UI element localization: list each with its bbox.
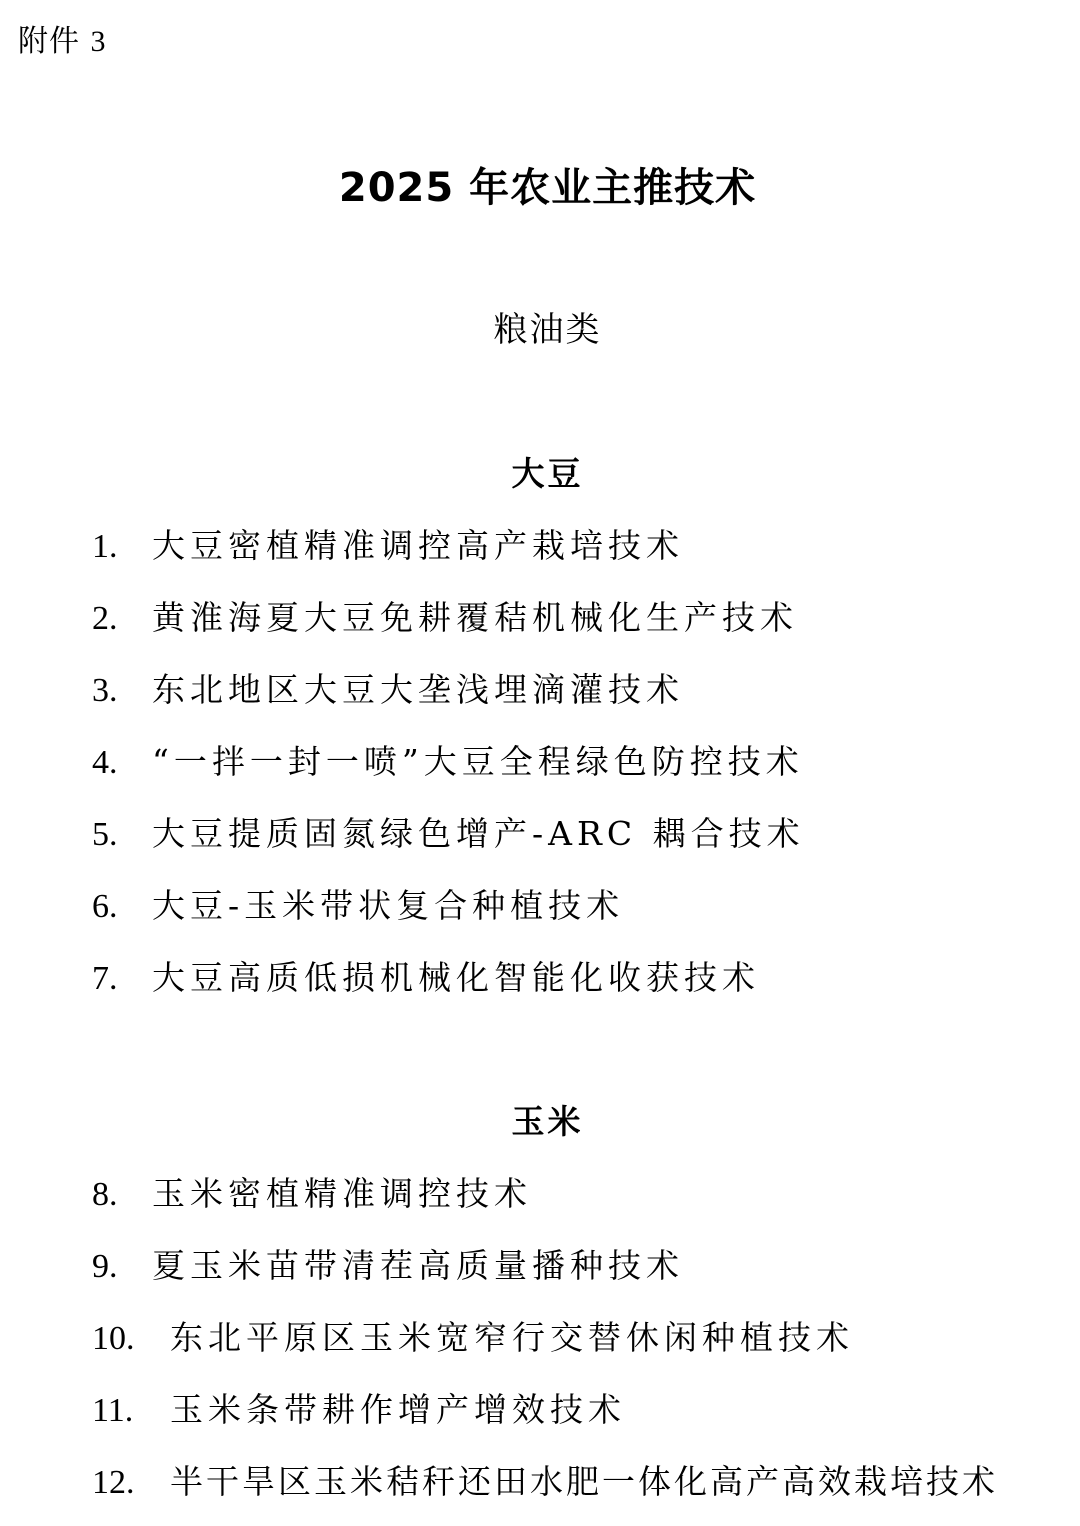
item-number: 10. [92,1320,135,1357]
section-heading-soybean: 大豆 [511,454,584,493]
attachment-label-text: 附件 [18,24,80,59]
list-item [92,1172,532,1216]
category-heading: 粮油类 [493,310,602,350]
item-number: 12. [92,1464,135,1501]
list-item [92,812,805,856]
list-item [92,1244,684,1288]
item-number: 3. [92,672,118,709]
list-item [92,1316,854,1360]
list-item [92,596,798,640]
item-text: 半干旱区玉米秸秆还田水肥一体化高产高效栽培技术 [170,1462,998,1501]
item-text: “一拌一封一喷”大豆全程绿色防控技术 [152,742,804,781]
item-number: 7. [92,960,118,997]
item-text: 黄淮海夏大豆免耕覆秸机械化生产技术 [152,598,798,637]
list-item [92,668,684,712]
item-number: 4. [92,744,118,781]
list-item [92,524,684,568]
document-title: 2025 年农业主推技术 [338,165,757,211]
item-number: 2. [92,600,118,637]
section-heading-corn: 玉米 [511,1102,584,1141]
list-item [92,884,624,928]
item-text: 玉米条带耕作增产增效技术 [170,1390,626,1429]
item-text: 大豆高质低损机械化智能化收获技术 [152,958,760,997]
item-text: 大豆提质固氮绿色增产-ARC 耦合技术 [152,814,805,853]
list-item [92,1460,998,1504]
item-text: 大豆-玉米带状复合种植技术 [152,886,625,925]
item-number: 5. [92,816,118,853]
item-number: 6. [92,888,118,925]
item-number: 1. [92,528,118,565]
list-item [92,740,804,784]
list-item [92,1388,626,1432]
attachment-label [18,22,107,62]
item-text: 夏玉米苗带清茬高质量播种技术 [152,1246,684,1285]
attachment-number: 3 [90,25,107,58]
item-text: 东北地区大豆大垄浅埋滴灌技术 [152,670,684,709]
item-number: 9. [92,1248,118,1285]
item-text: 玉米密植精准调控技术 [152,1174,532,1213]
list-item [92,956,760,1000]
item-number: 8. [92,1176,118,1213]
item-text: 东北平原区玉米宽窄行交替休闲种植技术 [170,1318,854,1357]
item-number: 11. [92,1392,134,1429]
item-text: 大豆密植精准调控高产栽培技术 [152,526,684,565]
